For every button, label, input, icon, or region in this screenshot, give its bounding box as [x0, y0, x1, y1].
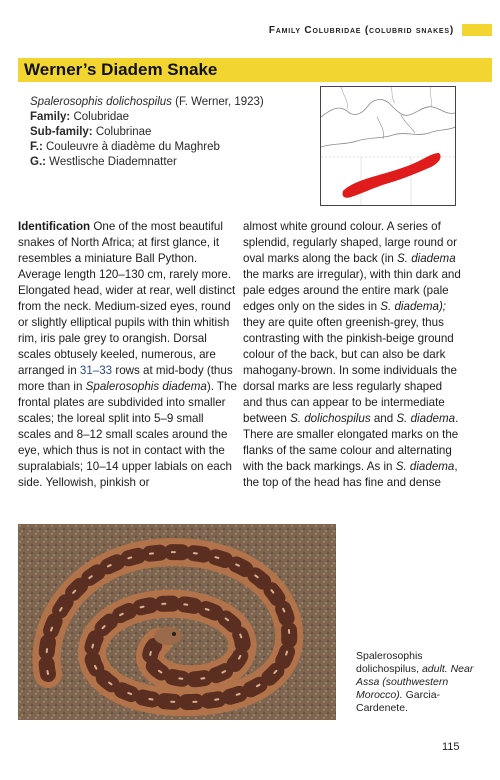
- subfamily-field-label: Sub-family:: [30, 126, 93, 138]
- subfamily-field-value: Colubrinae: [92, 126, 152, 138]
- body-text: ). The frontal plates are subdivided into smaller scales; the loreal split into 5–9 small scales and 8–12 small scales around the eye, which thus is not in contact with the supralabials; 10–14 upper labials on each side. Yellowish, pinkish or: [18, 380, 237, 489]
- german-label: G.:: [30, 156, 46, 168]
- family-label: Family Colubridae (colubrid snakes): [268, 24, 454, 36]
- body-text: , the top of the head has fine and dense: [243, 460, 458, 489]
- body-text: the marks are irregular), with thin dark and pale edges around the entire mark (pale edges only on the sides in: [243, 268, 461, 313]
- species-ref: S. diadema: [395, 460, 455, 473]
- french-name: Couleuvre à diadème du Maghreb: [42, 141, 220, 153]
- species-ref: S. diadema: [396, 412, 456, 425]
- caption-credit: Garcia-Cardenete.: [356, 689, 441, 714]
- caption-detail: adult. Near Assa (southwestern Morocco).: [356, 663, 474, 701]
- caption-species: Spalerosophis dolichospilus,: [356, 650, 423, 675]
- author-citation: (F. Werner, 1923): [171, 96, 264, 108]
- subfamily-line: [30, 125, 310, 140]
- body-text: almost white ground colour. A series of splendid, regularly shaped, large round or oval marks along the back (in: [243, 220, 457, 265]
- species-ref: S. diadema);: [380, 300, 447, 313]
- body-text: rows at mid-body (thus more than in: [18, 364, 233, 393]
- identification-label: Identification: [18, 220, 91, 233]
- german-name-line: [30, 155, 310, 170]
- family-header: [269, 24, 492, 36]
- range-map-graphic: [321, 87, 455, 205]
- french-label: F.:: [30, 141, 43, 153]
- german-name: Westlische Diademnatter: [45, 156, 177, 168]
- range-map: [320, 86, 456, 206]
- title-bar: [18, 58, 492, 82]
- species-ref: Spalerosophis diadema: [85, 380, 207, 393]
- body-text: One of the most beautiful snakes of North Africa; at first glance, it resembles a miniature Ball Python. Average length 120–130 cm, rarely more. Elongated head, wider at rear, well distinct from the neck. Medium-sized eyes, round or slightly elliptical pupils with thin whitish rim, iris pale grey to orangish. Dorsal scales obtusely keeled, numerous, are arranged in: [18, 220, 236, 377]
- text-column-left: [18, 219, 238, 491]
- family-color-tab: [462, 24, 492, 36]
- photo-caption: [356, 650, 481, 715]
- body-text: and: [370, 412, 397, 425]
- body-text: they are quite often greenish-grey, thus contrasting with the pinkish-beige ground colour of the back, but can also be dark mahogany-brown. In some individuals the dorsal marks are less regularly shaped and thus can appear to be intermediate between: [243, 316, 457, 425]
- family-line: [30, 110, 310, 125]
- scientific-name-line: [30, 95, 310, 110]
- scientific-name: Spalerosophis dolichospilus: [30, 96, 172, 108]
- family-field-label: Family:: [30, 111, 71, 123]
- species-ref: S. dolichospilus: [290, 412, 371, 425]
- taxonomy-block: [30, 95, 310, 170]
- page-title: Werner’s Diadem Snake: [24, 60, 218, 79]
- text-column-right: [243, 219, 463, 491]
- scale-count: 31–33: [79, 364, 113, 377]
- species-ref: S. diadema: [397, 252, 456, 265]
- body-text: . There are smaller elongated marks on the flanks of the same colour and alternating with the back markings. As in: [243, 412, 459, 473]
- snake-photo: [18, 524, 336, 720]
- french-name-line: [30, 140, 310, 155]
- snake-photo-graphic: [18, 524, 336, 720]
- family-field-value: Colubridae: [70, 111, 130, 123]
- page-number: 115: [442, 741, 460, 753]
